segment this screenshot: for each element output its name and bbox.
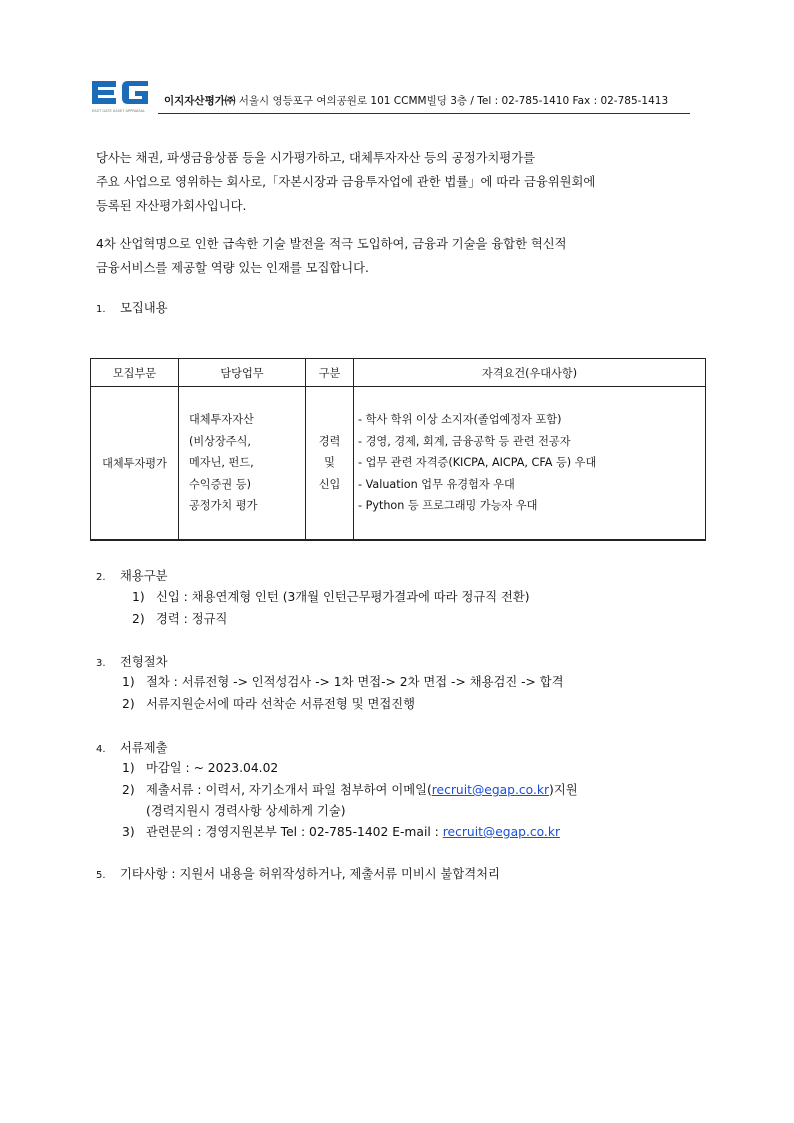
header-cell: 모집부문 <box>91 359 179 387</box>
list-item: 1) 마감일 : ~ 2023.04.02 <box>122 761 279 775</box>
company-info: 서울시 영등포구 여의공원로 101 CCMM빌딩 3층 / Tel : 02-785-1410 Fax : 02-785-1413 <box>235 95 669 107</box>
list-item: 1) 신입 : 채용연계형 인턴 (3개월 인턴근무평가결과에 따라 정규직 전환) <box>132 590 530 604</box>
requirement-line: - Valuation 업무 유경험자 우대 <box>358 477 515 491</box>
requirement-line: - 경영, 경제, 회계, 금융공학 등 관련 전공자 <box>358 434 571 448</box>
header-cell: 담당업무 <box>179 359 306 387</box>
header-cell: 자격요건(우대사항) <box>354 359 706 387</box>
list-item: 3) 관련문의 : 경영지원본부 Tel : 02-785-1402 E-mail : recruit@egap.co.kr <box>122 825 561 839</box>
dept-cell: 대체투자평가 <box>91 387 179 541</box>
section-4-heading: 4. 서류제출 <box>96 741 168 755</box>
company-name: 이지자산평가㈜ <box>164 95 236 107</box>
intro-line: 주요 사업으로 영위하는 회사로,「자본시장과 금융투자업에 관한 법률」에 따라 금융위원회에 <box>96 175 596 189</box>
type-line: 신입 <box>318 477 341 491</box>
intro-line: 4차 산업혁명으로 인한 급속한 기술 발전을 적극 도입하여, 금융과 기술을 융합한 혁신적 <box>96 237 567 251</box>
requirement-line: - Python 등 프로그래밍 가능자 우대 <box>358 499 538 513</box>
duties-cell <box>179 387 306 541</box>
duty-line: 대체투자자산 <box>189 413 254 427</box>
email-link[interactable]: recruit@egap.co.kr <box>431 783 550 797</box>
list-item-continuation: (경력지원시 경력사항 상세하게 기술) <box>146 804 346 818</box>
logo-tagline: EAST GATE ASSET APPRAISAL <box>92 109 146 113</box>
section-5-heading: 5. 기타사항 : 지원서 내용을 허위작성하거나, 제출서류 미비시 불합격처리 <box>96 867 500 881</box>
list-item: 2) 서류지원순서에 따라 선착순 서류전형 및 면접진행 <box>122 697 415 711</box>
type-cell <box>306 387 354 541</box>
intro-paragraph-1 <box>96 146 595 218</box>
intro-paragraph-2 <box>96 232 567 280</box>
header-divider <box>158 113 690 114</box>
type-line: 경력 <box>318 434 341 448</box>
company-line <box>164 93 668 108</box>
table-row <box>91 387 706 541</box>
letterhead <box>90 78 690 114</box>
intro-line: 금융서비스를 제공할 역량 있는 인재를 모집합니다. <box>96 261 369 275</box>
duty-line: 공정가치 평가 <box>189 499 258 513</box>
duty-line: 수익증권 등) <box>189 477 251 491</box>
section-3-heading: 3. 전형절차 <box>96 655 168 669</box>
type-line: 및 <box>324 456 335 470</box>
recruitment-table <box>90 358 706 541</box>
list-item: 2) 경력 : 정규직 <box>132 612 228 626</box>
eg-logo <box>90 78 152 114</box>
header-cell: 구분 <box>306 359 354 387</box>
list-item: 1) 절차 : 서류전형 -> 인적성검사 -> 1차 면접-> 2차 면접 -> 채용검진 -> 합격 <box>122 675 564 689</box>
intro-line: 등록된 자산평가회사입니다. <box>96 199 247 213</box>
intro-line: 당사는 채권, 파생금융상품 등을 시가평가하고, 대체투자자산 등의 공정가치평가를 <box>96 151 536 165</box>
section-1-heading: 1. 모집내용 <box>96 301 168 315</box>
email-link[interactable]: recruit@egap.co.kr <box>442 825 561 839</box>
table-header-row <box>91 359 706 387</box>
requirements-cell <box>354 387 706 541</box>
duty-line: 메자닌, 펀드, <box>189 456 254 470</box>
duty-line: (비상장주식, <box>189 434 251 448</box>
requirement-line: - 학사 학위 이상 소지자(졸업예정자 포함) <box>358 413 562 427</box>
list-item: 2) 제출서류 : 이력서, 자기소개서 파일 첨부하여 이메일(recruit@egap.co.kr)지원 <box>122 783 578 797</box>
requirement-line: - 업무 관련 자격증(KICPA, AICPA, CFA 등) 우대 <box>358 456 597 470</box>
section-2-heading: 2. 채용구분 <box>96 569 168 583</box>
